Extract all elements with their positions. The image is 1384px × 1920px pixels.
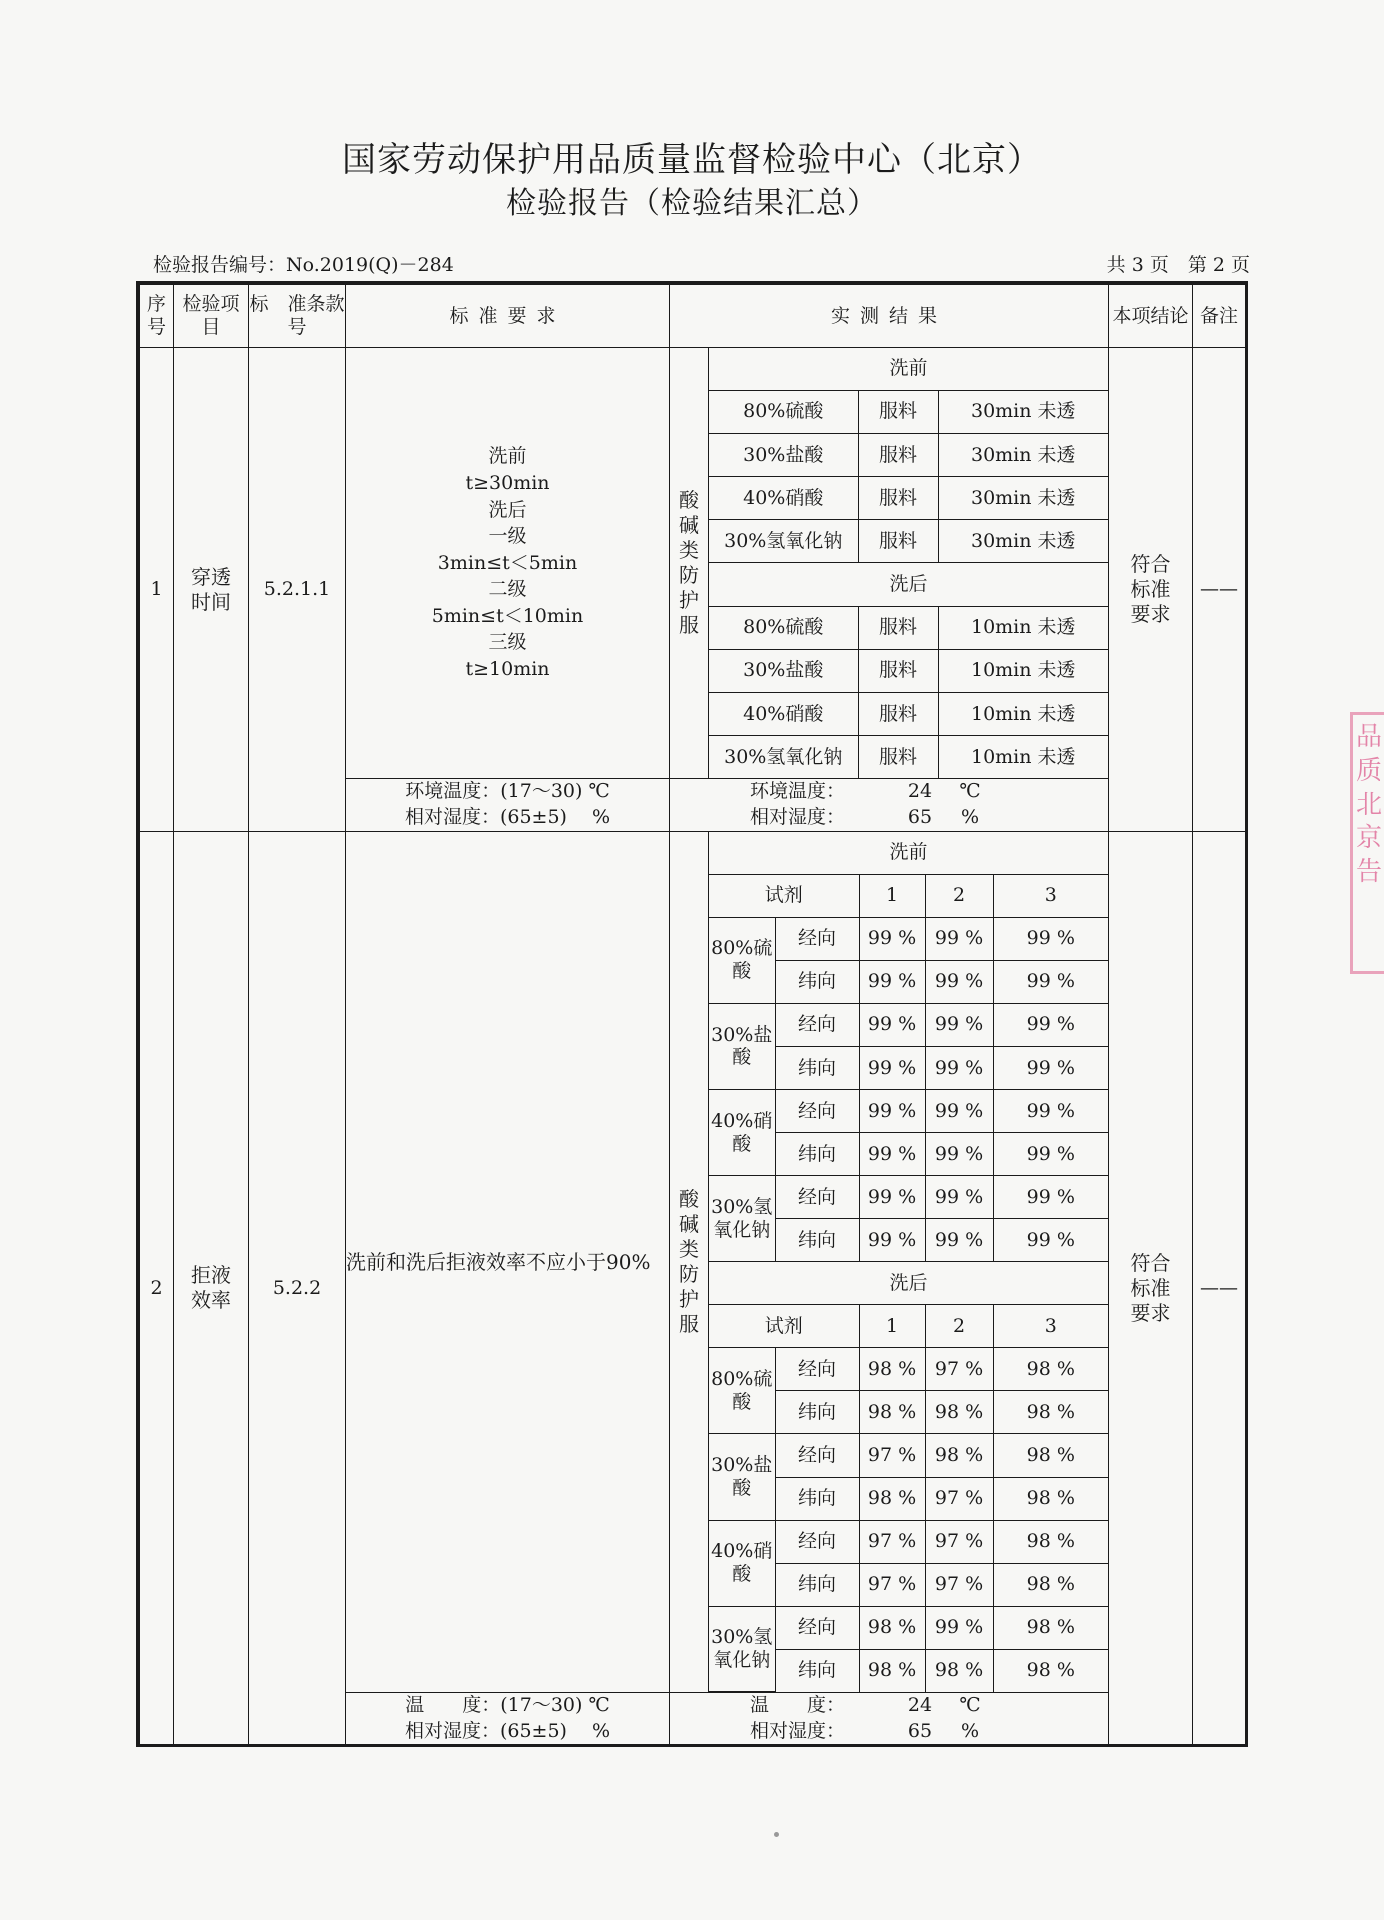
header-item: 检验项目 — [174, 285, 249, 348]
table-cell: 99 % — [859, 1176, 925, 1219]
table-cell: 99 % — [993, 1176, 1108, 1219]
table-cell: 97 % — [925, 1477, 993, 1520]
table-cell: 40%硝酸 — [709, 477, 858, 520]
table-cell: 服料 — [858, 649, 938, 692]
table-cell: 30%盐酸 — [709, 433, 858, 476]
table-cell: 经向 — [775, 1520, 859, 1563]
table-row — [709, 520, 1108, 563]
table-cell: 98 % — [993, 1606, 1108, 1649]
table-cell: 服料 — [858, 477, 938, 520]
report-subtitle: 检验报告（检验结果汇总） — [506, 186, 878, 221]
row1-results — [709, 348, 1109, 779]
table-row — [709, 649, 1108, 692]
table-row — [709, 1606, 1108, 1649]
table-cell: 99 % — [925, 917, 993, 960]
scan-speck — [774, 1832, 779, 1837]
table-cell: 服料 — [858, 606, 938, 649]
table-row — [709, 433, 1108, 476]
table-cell: 99 % — [993, 1089, 1108, 1132]
table-cell: 30%盐酸 — [709, 1003, 775, 1089]
row2-conclusion: 符合标准要求 — [1109, 832, 1193, 1745]
table-cell: 纬向 — [775, 1563, 859, 1606]
table-cell: 试剂 — [709, 1305, 859, 1348]
row1-item: 穿透时间 — [174, 348, 249, 832]
table-cell: 98 % — [859, 1391, 925, 1434]
table-cell: 99 % — [859, 1046, 925, 1089]
table-cell: 服料 — [858, 433, 938, 476]
table-row — [709, 1003, 1108, 1046]
table-cell: 40%硝酸 — [709, 692, 858, 735]
table-cell: 98 % — [925, 1649, 993, 1691]
table-cell: 30%氢氧化钠 — [709, 520, 858, 563]
row2-after-label: 洗后 — [709, 1262, 1108, 1305]
row2-item: 拒液效率 — [174, 832, 249, 1745]
table-cell: 97 % — [925, 1563, 993, 1606]
table-cell: 经向 — [775, 1003, 859, 1046]
table-cell: 经向 — [775, 1089, 859, 1132]
table-cell: 99 % — [859, 1089, 925, 1132]
table-cell: 98 % — [859, 1649, 925, 1691]
table-cell: 经向 — [775, 1606, 859, 1649]
table-cell: 30min 未透 — [938, 520, 1108, 563]
table-cell: 98 % — [859, 1606, 925, 1649]
table-cell: 97 % — [925, 1520, 993, 1563]
row1-results-table — [709, 348, 1108, 778]
table-row — [709, 692, 1108, 735]
table-cell: 98 % — [993, 1434, 1108, 1477]
row2-before-label: 洗前 — [709, 832, 1108, 874]
table-cell: 30%盐酸 — [709, 649, 858, 692]
table-cell: 99 % — [993, 1003, 1108, 1046]
table-row — [709, 736, 1108, 778]
table-cell: 99 % — [925, 960, 993, 1003]
row1-env-requirement: 环境温度：(17～30) ℃ 相对湿度：(65±5) % — [346, 779, 670, 832]
header-result: 实测结果 — [670, 285, 1109, 348]
table-cell: 试剂 — [709, 874, 859, 917]
table-cell: 97 % — [859, 1434, 925, 1477]
table-cell: 80%硫酸 — [709, 917, 775, 1003]
table-cell: 99 % — [925, 1003, 993, 1046]
table-cell: 99 % — [925, 1219, 993, 1262]
table-cell: 经向 — [775, 917, 859, 960]
table-cell: 30%氢氧化钠 — [709, 736, 858, 778]
row1-env-measured: 环境温度： 24 ℃ 相对湿度： 65 % — [670, 779, 1109, 832]
table-cell: 80%硫酸 — [709, 1348, 775, 1434]
header-requirement: 标准要求 — [346, 285, 670, 348]
row-1 — [140, 348, 1246, 779]
table-row — [709, 477, 1108, 520]
table-cell: 99 % — [925, 1046, 993, 1089]
table-cell: 2 — [925, 874, 993, 917]
row-2 — [140, 832, 1246, 1693]
table-cell: 经向 — [775, 1348, 859, 1391]
table-cell: 30%盐酸 — [709, 1434, 775, 1520]
table-cell: 99 % — [993, 1219, 1108, 1262]
table-cell: 99 % — [993, 1046, 1108, 1089]
table-cell: 纬向 — [775, 960, 859, 1003]
table-cell: 98 % — [925, 1434, 993, 1477]
table-cell: 1 — [859, 874, 925, 917]
table-cell: 99 % — [993, 1133, 1108, 1176]
table-cell: 98 % — [993, 1477, 1108, 1520]
table-cell: 纬向 — [775, 1391, 859, 1434]
table-cell: 99 % — [859, 917, 925, 960]
table-cell: 服料 — [858, 520, 938, 563]
table-cell: 99 % — [925, 1176, 993, 1219]
row2-remark: —— — [1193, 832, 1246, 1745]
table-cell: 纬向 — [775, 1133, 859, 1176]
table-cell: 98 % — [993, 1348, 1108, 1391]
table-cell: 98 % — [859, 1477, 925, 1520]
results-table-frame — [136, 281, 1248, 1747]
table-cell: 99 % — [859, 1133, 925, 1176]
table-cell: 纬向 — [775, 1649, 859, 1691]
table-cell: 80%硫酸 — [709, 390, 858, 433]
row1-seq: 1 — [140, 348, 174, 832]
table-cell: 97 % — [859, 1520, 925, 1563]
table-cell: 98 % — [925, 1391, 993, 1434]
table-cell: 3 — [993, 874, 1108, 917]
table-cell: 40%硝酸 — [709, 1089, 775, 1175]
table-row — [709, 917, 1108, 960]
row2-requirement: 洗前和洗后拒液效率不应小于90% — [346, 832, 670, 1693]
table-row — [709, 1348, 1108, 1391]
table-cell: 98 % — [993, 1649, 1108, 1691]
table-cell: 30%氢氧化钠 — [709, 1606, 775, 1691]
table-cell: 30%氢氧化钠 — [709, 1176, 775, 1262]
table-cell: 99 % — [859, 1219, 925, 1262]
row1-clause: 5.2.1.1 — [249, 348, 346, 832]
table-row — [709, 606, 1108, 649]
table-row — [709, 1520, 1108, 1563]
row2-clause: 5.2.2 — [249, 832, 346, 1745]
table-cell: 2 — [925, 1305, 993, 1348]
table-cell: 服料 — [858, 390, 938, 433]
table-cell: 10min 未透 — [938, 649, 1108, 692]
row2-env-requirement: 温 度：(17～30) ℃ 相对湿度：(65±5) % — [346, 1693, 670, 1745]
header-row — [140, 285, 1246, 348]
report-number: 检验报告编号：No.2019(Q)－284 — [153, 254, 454, 276]
table-cell: 纬向 — [775, 1219, 859, 1262]
table-row — [709, 1176, 1108, 1219]
table-cell: 99 % — [993, 960, 1108, 1003]
table-cell: 99 % — [859, 1003, 925, 1046]
table-cell: 纬向 — [775, 1046, 859, 1089]
table-cell: 99 % — [925, 1133, 993, 1176]
row2-garment: 酸碱类防护服 — [670, 832, 709, 1693]
table-cell: 3 — [993, 1305, 1108, 1348]
table-cell: 99 % — [993, 917, 1108, 960]
page-info: 共 3 页 第 2 页 — [1106, 254, 1250, 276]
table-row — [709, 1434, 1108, 1477]
seal-stamp: 品质北京告 — [1350, 712, 1384, 974]
table-cell: 40%硝酸 — [709, 1520, 775, 1606]
row1-remark: —— — [1193, 348, 1246, 832]
table-cell: 服料 — [858, 736, 938, 778]
row2-results-table — [709, 832, 1108, 1692]
table-cell: 纬向 — [775, 1477, 859, 1520]
table-cell: 10min 未透 — [938, 736, 1108, 778]
table-cell: 98 % — [993, 1520, 1108, 1563]
table-cell: 97 % — [925, 1348, 993, 1391]
table-cell: 98 % — [993, 1563, 1108, 1606]
table-cell: 98 % — [859, 1348, 925, 1391]
row2-seq: 2 — [140, 832, 174, 1745]
table-cell: 99 % — [925, 1606, 993, 1649]
row1-before-label: 洗前 — [709, 348, 1108, 390]
table-cell: 经向 — [775, 1434, 859, 1477]
table-cell: 经向 — [775, 1176, 859, 1219]
table-cell: 99 % — [925, 1089, 993, 1132]
table-cell: 10min 未透 — [938, 606, 1108, 649]
row1-requirement: 洗前 t≥30min 洗后 一级 3min≤t＜5min 二级 5min≤t＜10min 三级 t≥10min — [346, 348, 670, 779]
table-cell: 10min 未透 — [938, 692, 1108, 735]
header-seq: 序号 — [140, 285, 174, 348]
header-remark: 备注 — [1193, 285, 1246, 348]
table-cell: 98 % — [993, 1391, 1108, 1434]
table-cell: 1 — [859, 1305, 925, 1348]
table-cell: 30min 未透 — [938, 433, 1108, 476]
row2-results — [709, 832, 1109, 1693]
header-conclusion: 本项结论 — [1109, 285, 1193, 348]
table-cell: 80%硫酸 — [709, 606, 858, 649]
table-row — [709, 390, 1108, 433]
row1-conclusion: 符合标准要求 — [1109, 348, 1193, 832]
report-title: 国家劳动保护用品质量监督检验中心（北京） — [342, 140, 1042, 180]
results-table — [139, 284, 1246, 1745]
row1-after-label: 洗后 — [709, 563, 1108, 606]
row1-garment: 酸碱类防护服 — [670, 348, 709, 779]
table-cell: 99 % — [859, 960, 925, 1003]
table-cell: 30min 未透 — [938, 477, 1108, 520]
row2-env-measured: 温 度： 24 ℃ 相对湿度： 65 % — [670, 1693, 1109, 1745]
table-cell: 97 % — [859, 1563, 925, 1606]
table-cell: 服料 — [858, 692, 938, 735]
table-cell: 30min 未透 — [938, 390, 1108, 433]
header-clause: 标 准条款号 — [249, 285, 346, 348]
table-row — [709, 1089, 1108, 1132]
